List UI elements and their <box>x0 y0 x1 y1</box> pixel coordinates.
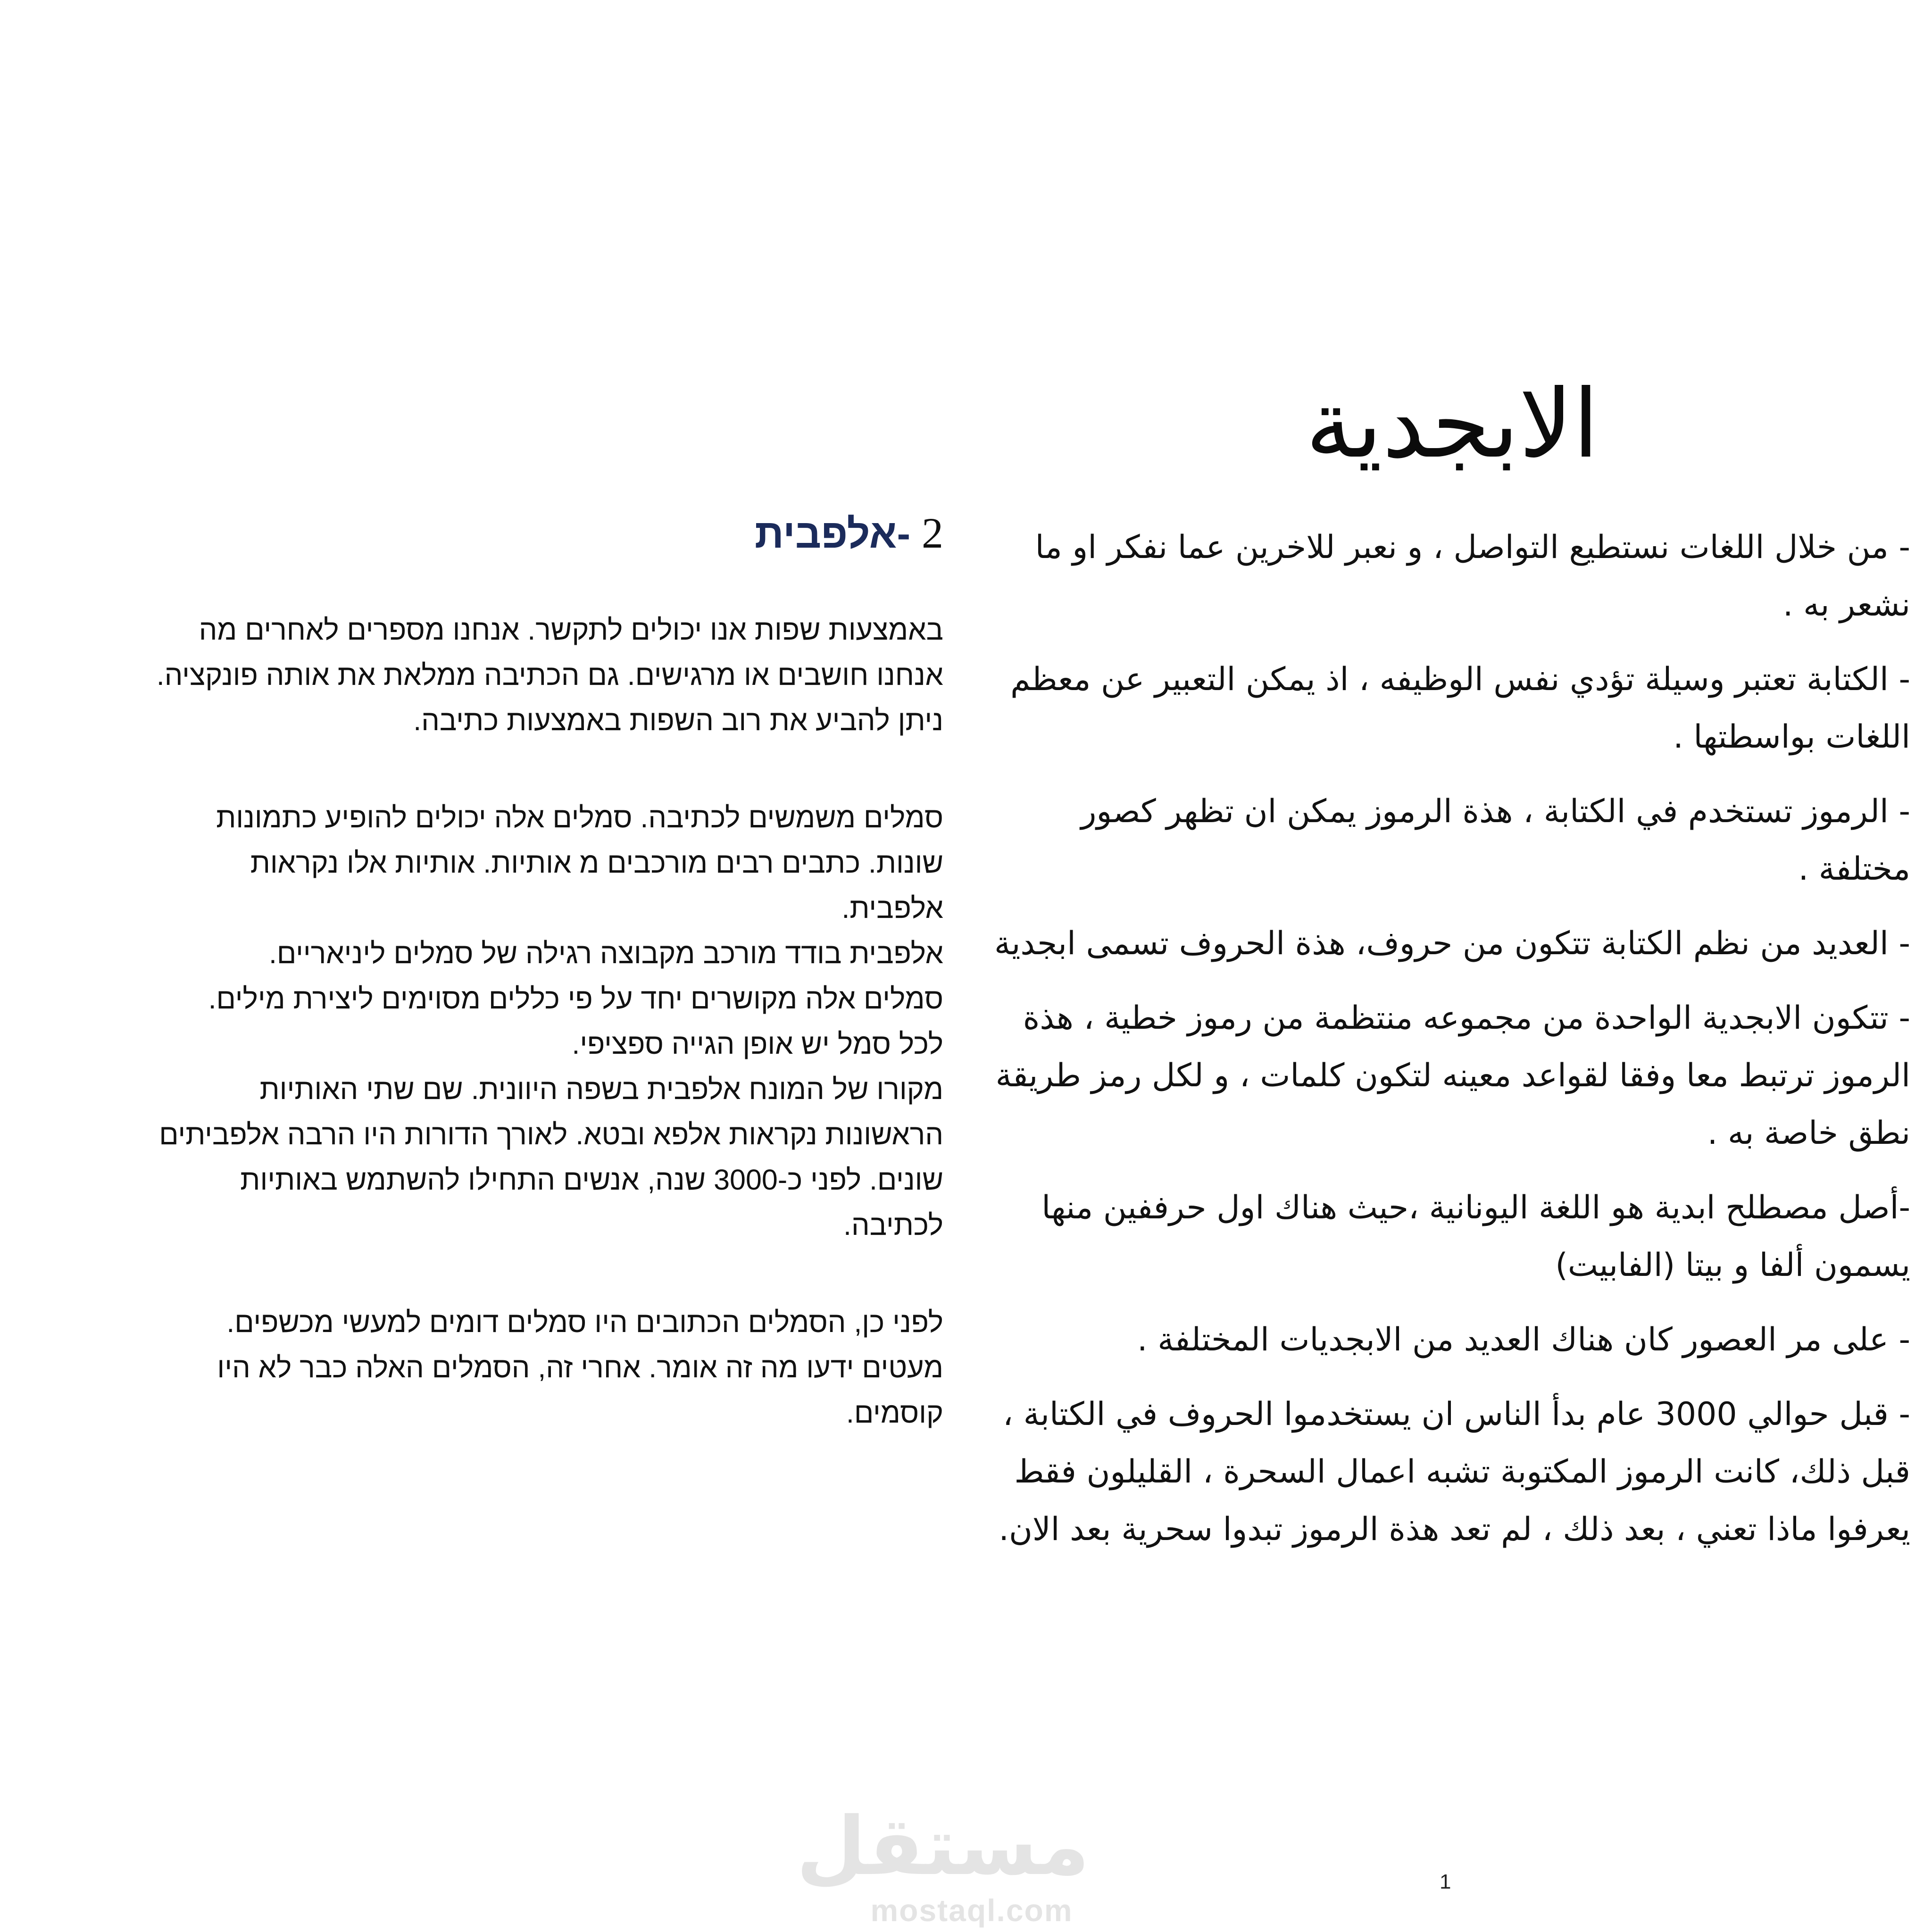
hebrew-column <box>33 507 943 1487</box>
hebrew-line: הראשונות נקראות אלפא ובטא. לאורך הדורות היו הרבה אלפביתים <box>159 1118 943 1150</box>
hebrew-line: סמלים אלה מקושרים יחד על פי כללים מסוימים ליצירת מילים. <box>208 983 943 1015</box>
hebrew-line: לכל סמל יש אופן הגייה ספציפי. <box>572 1028 943 1060</box>
hebrew-line: שונות. כתבים רבים מורכבים מ אותיות. אותיות אלו נקראות <box>250 847 943 879</box>
hebrew-line: מעטים ידעו מה זה אומר. אחרי זה, הסמלים האלה כבר לא היו <box>217 1351 943 1383</box>
hebrew-paragraph-3 <box>33 1299 943 1435</box>
arabic-column <box>983 363 1910 1575</box>
hebrew-line: אלפבית בודד מורכב מקבוצה רגילה של סמלים ליניאריים. <box>268 937 943 969</box>
hebrew-heading-word: -אלפבית <box>754 511 911 557</box>
hebrew-line: באמצעות שפות אנו יכולים לתקשר. אנחנו מספרים לאחרים מה <box>199 614 943 646</box>
page-number: 1 <box>1440 1870 1451 1893</box>
hebrew-paragraph-2 <box>33 795 943 1248</box>
watermark-latin-text: mostaql.com <box>870 1893 1073 1928</box>
mostaql-watermark <box>796 1800 1090 1929</box>
arabic-paragraph-8: - قبل حوالي 3000 عام بدأ الناس ان يستخدموا الحروف في الكتابة ، قبل ذلك، كانت الرموز المكتوبة تشبه اعمال السحرة ، القليلون فقط يعرفوا ماذا تعني ، بعد ذلك ، لم تعد هذة الرموز تبدوا سحرية بعد الان. <box>999 1396 1910 1548</box>
hebrew-line: לפני כן, הסמלים הכתובים היו סמלים דומים למעשי מכשפים. <box>226 1306 943 1338</box>
arabic-paragraph-3: - الرموز تستخدم في الكتابة ، هذة الرموز يمكن ان تظهر كصور مختلفة . <box>1081 793 1910 888</box>
arabic-paragraph-2: - الكتابة تعتبر وسيلة تؤدي نفس الوظيفه ، اذ يمكن التعبير عن معظم اللغات بواسطتها . <box>1010 661 1910 756</box>
hebrew-line: מקורו של המונח אלפבית בשפה היוונית. שם שתי האותיות <box>259 1073 943 1105</box>
arabic-title: الابجدية <box>1305 369 1599 479</box>
hebrew-line: ניתן להביע את רוב השפות באמצעות כתיבה. <box>413 704 943 736</box>
arabic-paragraph-1: - من خلال اللغات نستطيع التواصل ، و نعبر للاخرين عما نفكر او ما نشعر به . <box>1035 529 1910 624</box>
arabic-paragraph-4: - العديد من نظم الكتابة تتكون من حروف، هذة الحروف تسمى ابجدية <box>994 925 1910 962</box>
hebrew-line: סמלים משמשים לכתיבה. סמלים אלה יכולים להופיע כתמונות <box>216 801 943 833</box>
arabic-paragraph-7: - على مر العصور كان هناك العديد من الابجديات المختلفة . <box>1137 1321 1910 1358</box>
watermark-arabic-logo: مستقل <box>796 1800 1090 1893</box>
hebrew-line: לכתיבה. <box>843 1209 943 1241</box>
hebrew-heading <box>33 507 943 560</box>
hebrew-line: שונים. לפני כ-3000 שנה, אנשים התחילו להשתמש באותיות <box>240 1164 943 1196</box>
hebrew-line: אלפבית. <box>841 892 943 924</box>
hebrew-paragraph-1 <box>33 607 943 743</box>
hebrew-line: קוסמים. <box>846 1397 943 1429</box>
arabic-paragraph-6: -أصل مصطلح ابدية هو اللغة اليونانية ،حيث هناك اول حرففين منها يسمون ألفا و بيتا (الفابيت) <box>1041 1189 1910 1284</box>
arabic-paragraph-5: - تتكون الابجدية الواحدة من مجموعه منتظمة من رموز خطية ، هذة الرموز ترتبط معا وفقا لقواعد معينه لتكون كلمات ، و لكل رمز طريقة نطق خاصة به . <box>995 999 1910 1152</box>
hebrew-heading-number: 2 <box>922 509 943 557</box>
hebrew-line: אנחנו חושבים או מרגישים. גם הכתיבה ממלאת את אותה פונקציה. <box>156 659 943 691</box>
